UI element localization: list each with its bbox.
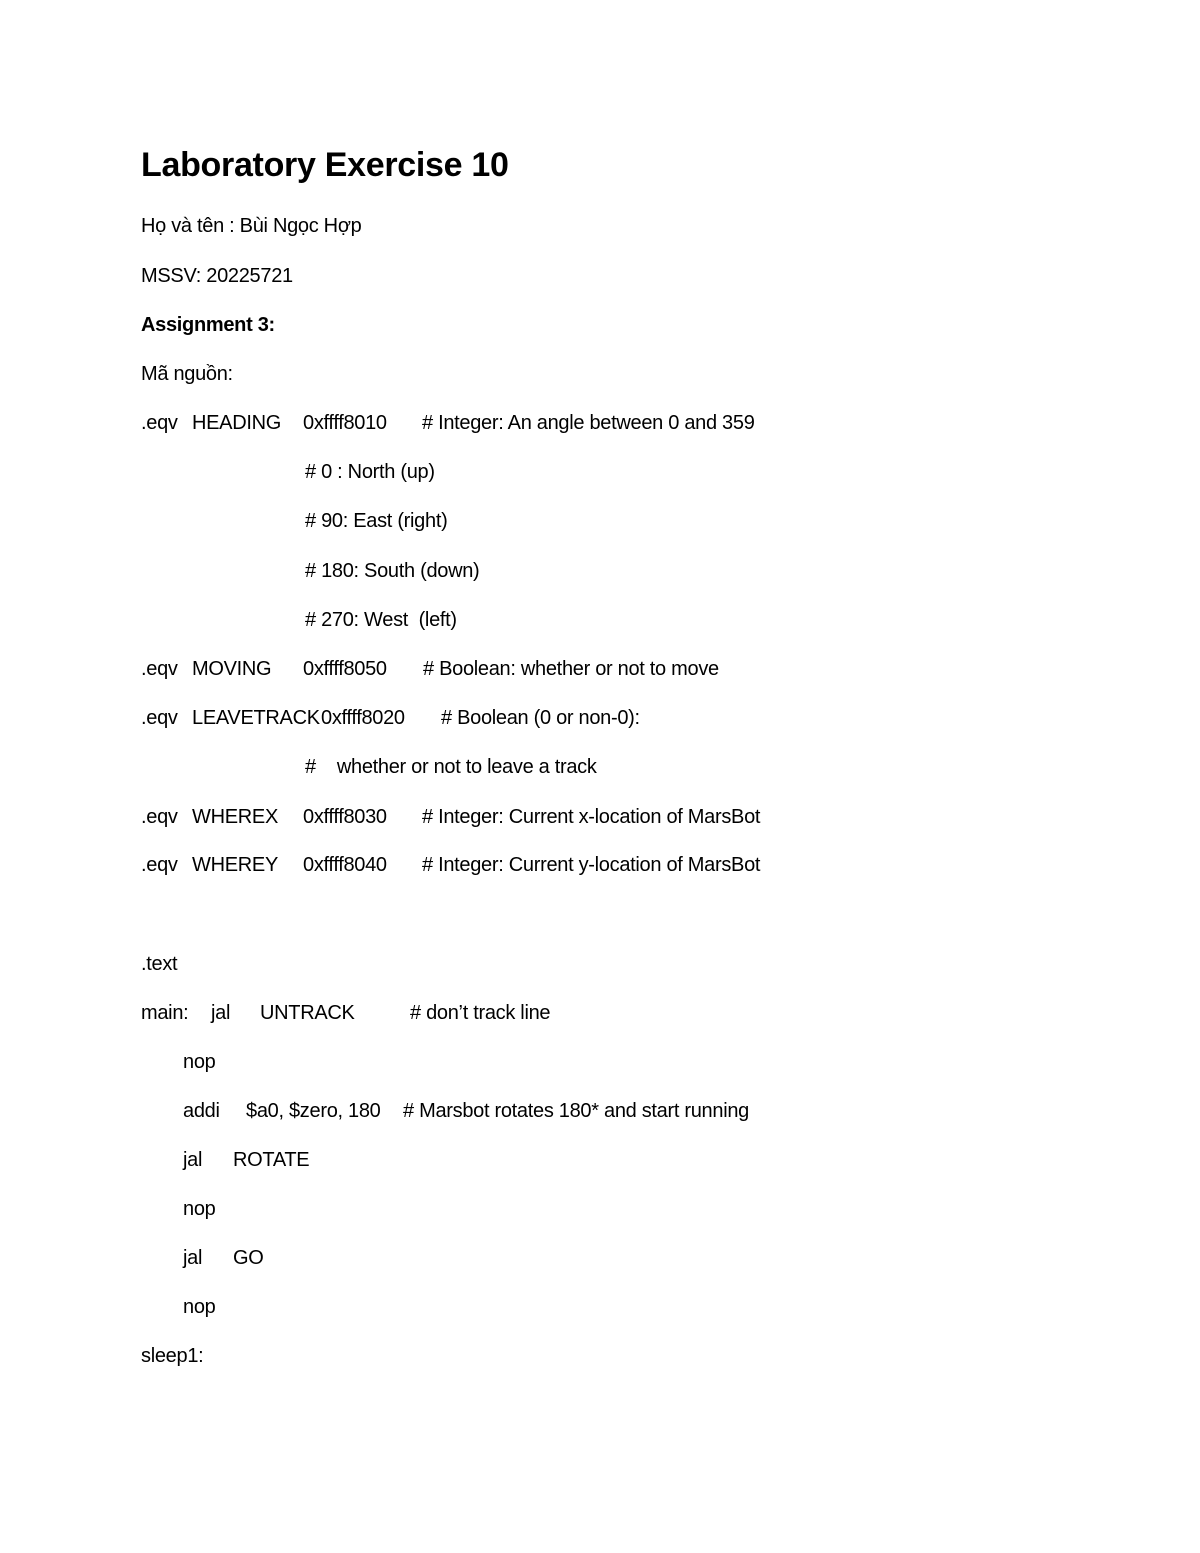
constant-address: 0xffff8010 xyxy=(303,412,387,434)
code-comment: # Integer: Current x-location of MarsBot xyxy=(422,806,761,828)
directive: .eqv xyxy=(141,658,178,680)
code-comment: # Boolean: whether or not to move xyxy=(423,658,719,680)
student-name: Họ và tên : Bùi Ngọc Hợp xyxy=(141,215,362,237)
code-comment: # 90: East (right) xyxy=(305,510,448,532)
constant-name: MOVING xyxy=(192,658,272,680)
instruction-op: nop xyxy=(183,1198,216,1220)
instruction-op: jal xyxy=(211,1002,231,1024)
code-comment: # 180: South (down) xyxy=(305,560,480,582)
code-comment: # Boolean (0 or non-0): xyxy=(441,707,640,729)
page-title: Laboratory Exercise 10 xyxy=(141,146,509,184)
instruction-op: jal xyxy=(183,1247,203,1269)
code-comment: # 270: West (left) xyxy=(305,609,457,631)
code-label: sleep1: xyxy=(141,1345,204,1367)
instruction-op: nop xyxy=(183,1296,216,1318)
code-comment: # Marsbot rotates 180* and start running xyxy=(403,1100,749,1122)
constant-name: LEAVETRACK xyxy=(192,707,320,729)
directive: .eqv xyxy=(141,854,178,876)
constant-address: 0xffff8020 xyxy=(321,707,405,729)
instruction-op: jal xyxy=(183,1149,203,1171)
instruction-arg: $a0, $zero, 180 xyxy=(246,1100,381,1122)
code-comment: # don’t track line xyxy=(410,1002,551,1024)
code-comment: # Integer: Current y-location of MarsBot xyxy=(422,854,761,876)
code-comment: # Integer: An angle between 0 and 359 xyxy=(422,412,755,434)
student-id: MSSV: 20225721 xyxy=(141,265,293,287)
constant-name: WHEREY xyxy=(192,854,278,876)
source-label: Mã nguồn: xyxy=(141,363,233,385)
code-comment: # 0 : North (up) xyxy=(305,461,435,483)
instruction-arg: GO xyxy=(233,1247,264,1269)
directive: .eqv xyxy=(141,707,178,729)
directive: .eqv xyxy=(141,806,178,828)
constant-name: HEADING xyxy=(192,412,282,434)
instruction-arg: UNTRACK xyxy=(260,1002,355,1024)
constant-address: 0xffff8040 xyxy=(303,854,387,876)
code-label: main: xyxy=(141,1002,189,1024)
code-comment: # whether or not to leave a track xyxy=(305,756,597,778)
text-section-directive: .text xyxy=(141,953,178,975)
constant-address: 0xffff8050 xyxy=(303,658,387,680)
instruction-op: nop xyxy=(183,1051,216,1073)
constant-name: WHEREX xyxy=(192,806,278,828)
instruction-op: addi xyxy=(183,1100,220,1122)
directive: .eqv xyxy=(141,412,178,434)
instruction-arg: ROTATE xyxy=(233,1149,310,1171)
constant-address: 0xffff8030 xyxy=(303,806,387,828)
assignment-heading: Assignment 3: xyxy=(141,314,275,336)
